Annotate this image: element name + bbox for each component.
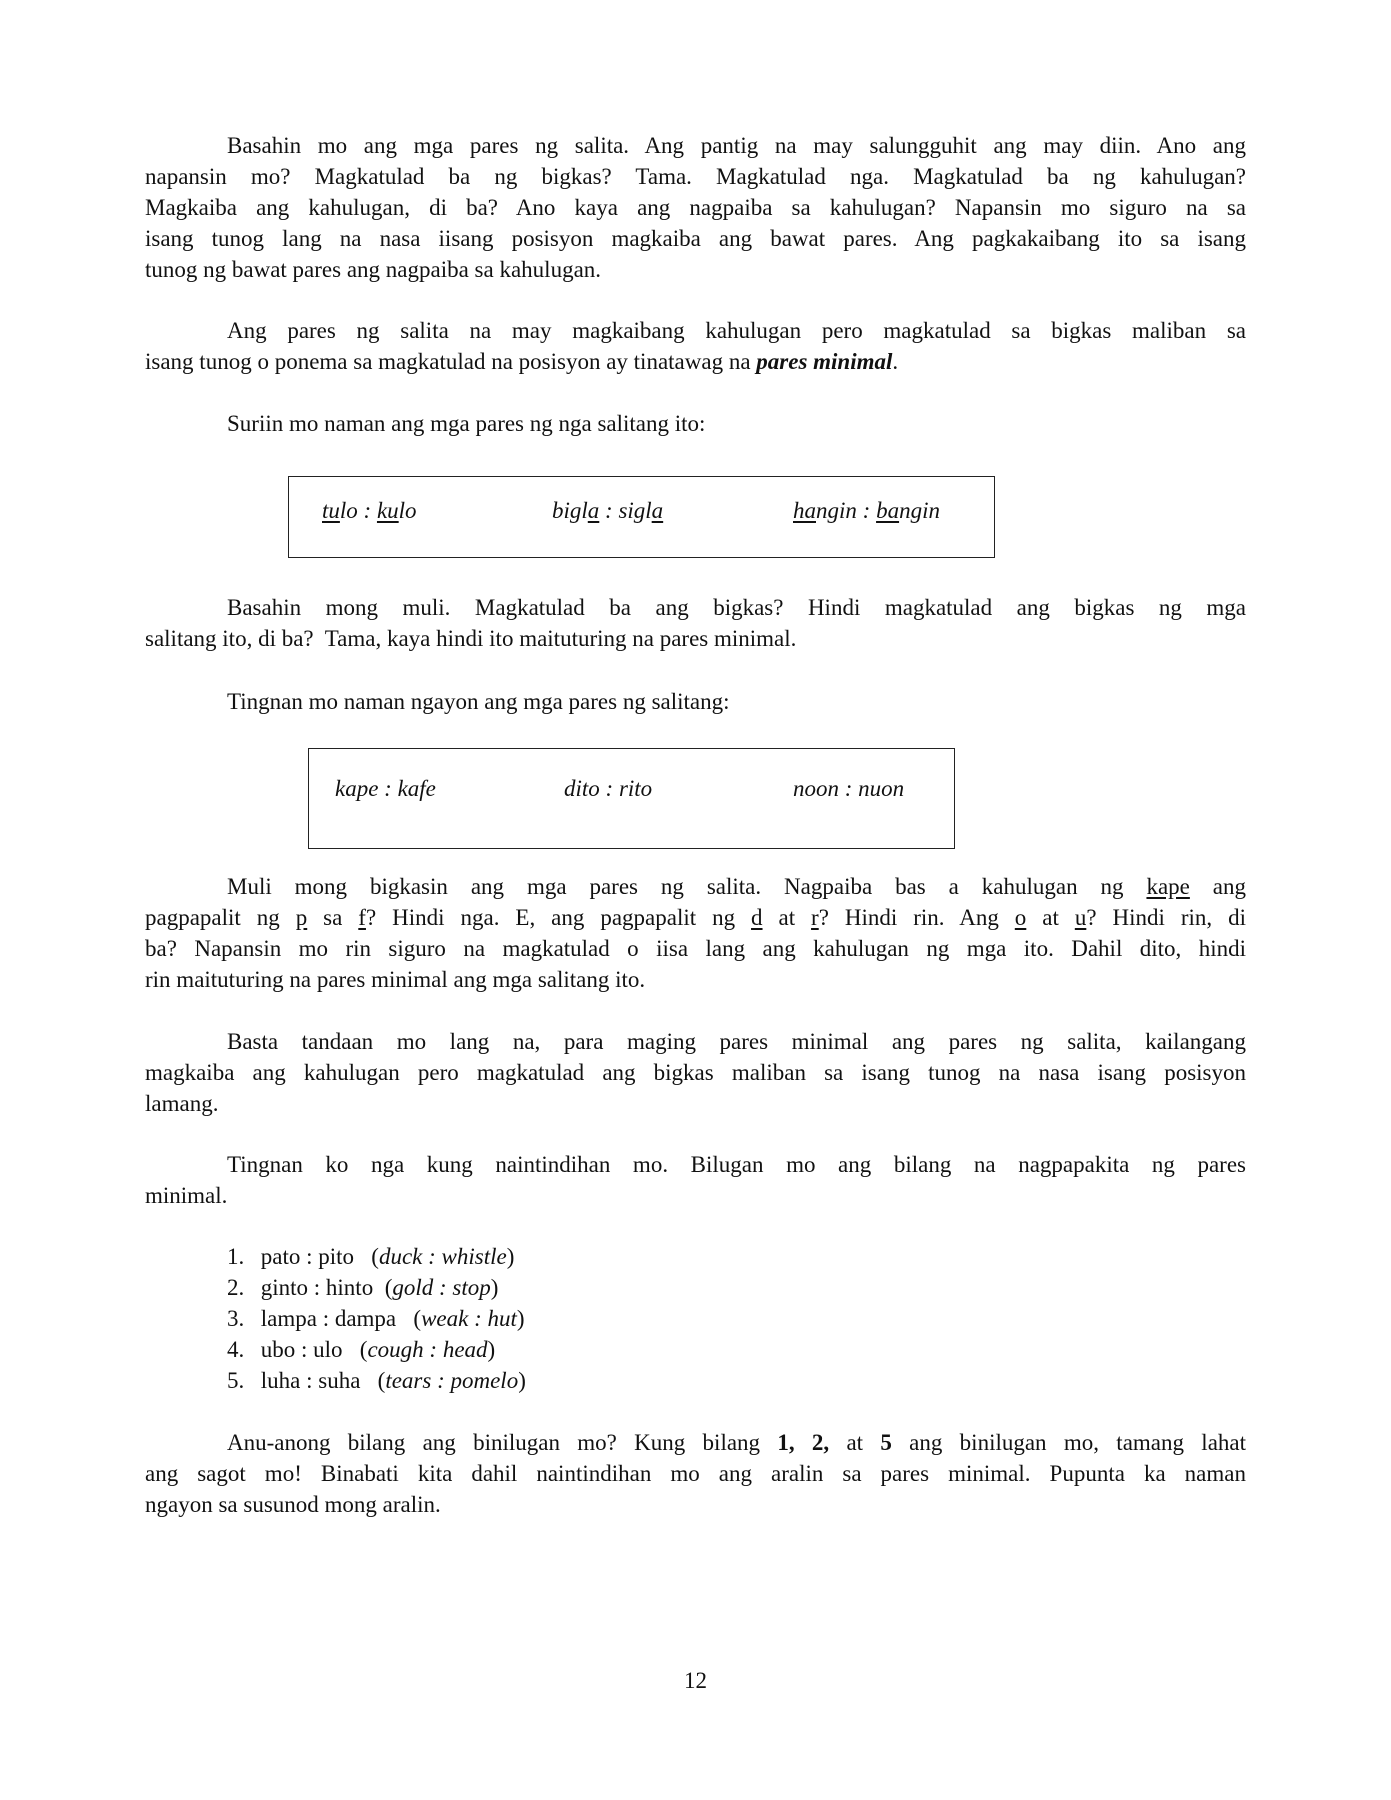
paragraph-3 — [145, 408, 1246, 439]
text-line — [145, 623, 1246, 654]
text-line — [145, 1149, 1246, 1180]
text-line — [145, 592, 1246, 623]
text-run: Basahin mo ang mga pares ng salita. Ang pantig na may salungguhit ang may diin. Ano ang — [227, 133, 1246, 158]
text-run: tunog ng bawat pares ang nagpaiba sa kahulugan. — [145, 257, 602, 282]
text-run: Ang pares ng salita na may magkaibang kahulugan pero magkatulad sa bigkas maliban sa — [227, 318, 1246, 343]
text-line — [145, 346, 1246, 377]
underlined-text: ku — [376, 498, 399, 523]
text-run: Tingnan mo naman ngayon ang mga pares ng salitang: — [227, 689, 730, 714]
text-run: Basahin mong muli. Magkatulad ba ang bigkas? Hindi magkatulad ang bigkas ng mga — [227, 595, 1246, 620]
list-item: 4. ubo : ulo (cough : head) — [227, 1334, 1246, 1365]
emphasized-text: pares minimal — [756, 349, 893, 374]
text-run: . — [892, 349, 899, 374]
underlined-text: ha — [793, 498, 816, 523]
exercise-list — [227, 1241, 1246, 1396]
text-run: ang — [1189, 874, 1247, 899]
text-run: Magkaiba ang kahulugan, di ba? Ano kaya ang nagpaiba sa kahulugan? Napansin mo siguro na sa — [145, 195, 1246, 220]
underlined-text: f — [358, 905, 366, 930]
paragraph-8 — [145, 1149, 1246, 1211]
item-number: 2. — [227, 1275, 245, 1300]
underlined-text: a — [587, 498, 600, 523]
text-run: ngin — [899, 498, 940, 523]
text-run: ? Hindi rin, di — [1086, 905, 1246, 930]
text-line — [145, 315, 1246, 346]
text-run: minimal. — [145, 1183, 228, 1208]
translation: cough : head — [367, 1337, 488, 1362]
paragraph-9 — [145, 1427, 1246, 1520]
page-number: 12 — [684, 1668, 707, 1693]
text-run: bigl — [552, 498, 588, 523]
word-pair: dito : rito — [564, 776, 653, 801]
paragraph-6 — [145, 871, 1246, 995]
text-run: pagpapalit ng — [145, 905, 296, 930]
example-box-1 — [288, 476, 995, 558]
text-run: Anu-anong bilang ang binilugan mo? Kung bilang — [227, 1430, 778, 1455]
text-run: napansin mo? Magkatulad ba ng bigkas? Tama. Magkatulad nga. Magkatulad ba ng kahulugan? — [145, 164, 1246, 189]
list-item: 5. luha : suha (tears : pomelo) — [227, 1365, 1246, 1396]
translation: weak : hut — [421, 1306, 517, 1331]
underlined-text: o — [1014, 905, 1027, 930]
underlined-text: tu — [322, 498, 340, 523]
word-pair: kape : kafe — [335, 776, 436, 801]
text-line — [145, 1489, 1246, 1520]
text-run: salitang ito, di ba? Tama, kaya hindi ito maituturing na pares minimal. — [145, 626, 797, 651]
text-run: Basta tandaan mo lang na, para maging pares minimal ang pares ng salita, kailangang — [227, 1029, 1246, 1054]
word-pair: noon : nuon — [793, 776, 905, 801]
paragraph-1 — [145, 130, 1246, 285]
text-run: Tingnan ko nga kung naintindihan mo. Bilugan mo ang bilang na nagpapakita ng pares — [227, 1152, 1246, 1177]
word-pair: pato : pito — [260, 1244, 355, 1269]
text-run: lo — [398, 498, 417, 523]
text-run: ba? Napansin mo rin siguro na magkatulad o iisa lang ang kahulugan ng mga ito. Dahil dito, hindi — [145, 936, 1246, 961]
text-line — [145, 192, 1246, 223]
paragraph-7 — [145, 1026, 1246, 1119]
text-line — [145, 933, 1246, 964]
text-run: isang tunog o ponema sa magkatulad na posisyon ay tinatawag na — [145, 349, 757, 374]
translation: gold : stop — [392, 1275, 491, 1300]
text-run: at — [829, 1430, 881, 1455]
text-run: ngayon sa susunod mong aralin. — [145, 1492, 441, 1517]
text-line — [145, 1180, 1246, 1211]
text-line — [145, 161, 1246, 192]
text-line — [145, 871, 1246, 902]
emphasized-text: 5 — [880, 1430, 892, 1455]
word-pair: ginto : hinto — [260, 1275, 374, 1300]
text-run: magkaiba ang kahulugan pero magkatulad ang bigkas maliban sa isang tunog na nasa isang posisyon — [145, 1060, 1246, 1085]
text-line — [145, 408, 1246, 439]
text-line — [145, 686, 1246, 717]
text-run: rin maituturing na pares minimal ang mga salitang ito. — [145, 967, 646, 992]
text-run: lamang. — [145, 1091, 219, 1116]
text-run: Suriin mo naman ang mga pares ng nga salitang ito: — [227, 411, 706, 436]
word-pair — [793, 495, 940, 526]
text-run: : sigl — [599, 498, 652, 523]
text-run: Muli mong bigkasin ang mga pares ng salita. Nagpaiba bas a kahulugan ng — [227, 874, 1147, 899]
paragraph-4 — [145, 592, 1246, 654]
text-run: at — [1026, 905, 1075, 930]
list-item: 2. ginto : hinto (gold : stop) — [227, 1272, 1246, 1303]
text-line — [145, 1427, 1246, 1458]
text-run: ang binilugan mo, tamang lahat — [891, 1430, 1246, 1455]
word-pair: ubo : ulo — [260, 1337, 343, 1362]
example-box-2 — [308, 748, 955, 849]
text-run: sa — [307, 905, 359, 930]
text-line — [145, 1057, 1246, 1088]
underlined-text: d — [751, 905, 763, 930]
item-number: 3. — [227, 1306, 245, 1331]
item-number: 5. — [227, 1368, 245, 1393]
text-line — [145, 130, 1246, 161]
text-line — [145, 223, 1246, 254]
text-run: ? Hindi nga. E, ang pagpapalit ng — [365, 905, 752, 930]
text-line — [145, 1458, 1246, 1489]
emphasized-text: 1, 2, — [777, 1430, 830, 1455]
translation: tears : pomelo — [385, 1368, 519, 1393]
text-line — [145, 1088, 1246, 1119]
text-line — [145, 964, 1246, 995]
underlined-text: a — [651, 498, 664, 523]
text-run: isang tunog lang na nasa iisang posisyon magkaiba ang bawat pares. Ang pagkakaibang ito sa isang — [145, 226, 1246, 251]
word-pair: luha : suha — [260, 1368, 361, 1393]
translation: duck : whistle — [378, 1244, 507, 1269]
underlined-text: kape — [1146, 874, 1190, 899]
list-item: 3. lampa : dampa (weak : hut) — [227, 1303, 1246, 1334]
word-pair — [322, 495, 552, 526]
text-line — [145, 254, 1246, 285]
word-pair — [552, 495, 793, 526]
paragraph-2 — [145, 315, 1246, 377]
text-line — [145, 902, 1246, 933]
item-number: 4. — [227, 1337, 245, 1362]
text-run: lo : — [339, 498, 377, 523]
text-run: ang sagot mo! Binabati kita dahil naintindihan mo ang aralin sa pares minimal. Pupunta ka naman — [145, 1461, 1246, 1486]
text-run: at — [762, 905, 812, 930]
item-number: 1. — [227, 1244, 245, 1269]
underlined-text: u — [1074, 905, 1087, 930]
text-line — [145, 1026, 1246, 1057]
word-pair: lampa : dampa — [260, 1306, 397, 1331]
list-item: 1. pato : pito (duck : whistle) — [227, 1241, 1246, 1272]
text-run: ? Hindi rin. Ang — [818, 905, 1015, 930]
underlined-text: p — [295, 905, 308, 930]
underlined-text: r — [811, 905, 819, 930]
text-run: ngin : — [816, 498, 877, 523]
paragraph-5 — [145, 686, 1246, 717]
underlined-text: ba — [876, 498, 900, 523]
